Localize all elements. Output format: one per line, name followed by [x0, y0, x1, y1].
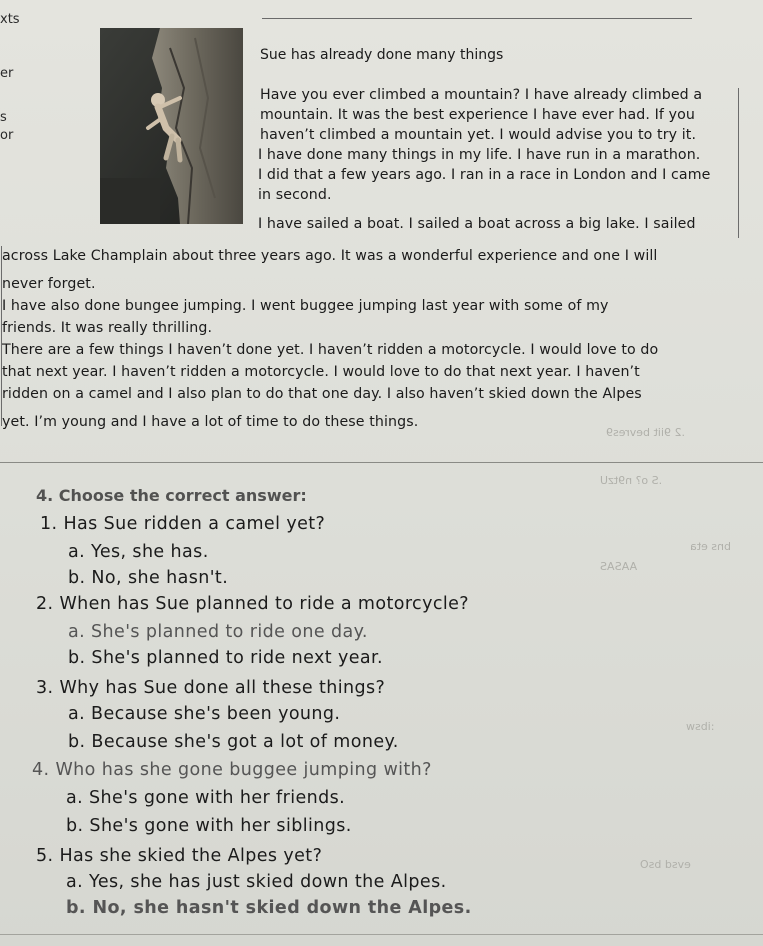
passage-line: I have sailed a boat. I sailed a boat across a big lake. I sailed	[258, 216, 696, 232]
passage-line: ridden on a camel and I also plan to do that one day. I also haven’t skied down the Alpes	[2, 386, 642, 402]
passage-line: yet. I’m young and I have a lot of time to do these things.	[2, 414, 419, 430]
exercise-heading: 4. Choose the correct answer:	[36, 486, 307, 505]
question-4: 4. Who has she gone buggee jumping with?	[32, 760, 432, 780]
question-4-option-a[interactable]: a. She's gone with her friends.	[66, 788, 346, 808]
question-2-option-b[interactable]: b. She's planned to ride next year.	[68, 648, 383, 668]
passage-line: I did that a few years ago. I ran in a race in London and I came	[258, 167, 711, 183]
section-divider	[0, 462, 763, 463]
question-5-option-b[interactable]: b. No, she hasn't skied down the Alpes.	[66, 898, 472, 918]
climber-photo	[100, 28, 243, 224]
question-3-option-a[interactable]: a. Because she's been young.	[68, 704, 341, 724]
question-2-option-a[interactable]: a. She's planned to ride one day.	[68, 622, 368, 642]
bleed-through-text: .S o? n9tzU	[600, 474, 663, 487]
passage-line: There are a few things I haven’t done yet. I haven’t ridden a motorcycle. I would love to do	[2, 342, 659, 358]
passage-line: I have done many things in my life. I have run in a marathon.	[258, 147, 701, 163]
bottom-rule	[0, 934, 763, 935]
passage-line: across Lake Champlain about three years ago. It was a wonderful experience and one I will	[2, 248, 658, 264]
passage-line: that next year. I haven’t ridden a motorcycle. I would love to do that next year. I haven’t	[2, 364, 640, 380]
top-rule	[262, 18, 692, 19]
passage-line: in second.	[258, 187, 332, 203]
passage-line: never forget.	[2, 276, 96, 292]
bleed-through-text: bns eta	[690, 540, 732, 553]
passage-line: Have you ever climbed a mountain? I have already climbed a	[260, 87, 703, 103]
fragment-s: s	[0, 110, 7, 125]
question-3: 3. Why has Sue done all these things?	[36, 678, 386, 698]
fragment-or: or	[0, 128, 14, 143]
question-1-option-a[interactable]: a. Yes, she has.	[68, 542, 209, 562]
passage-title: Sue has already done many things	[260, 47, 504, 63]
bleed-through-text: AASAS	[600, 560, 638, 573]
fragment-er: er	[0, 66, 14, 81]
passage-left-line	[1, 246, 2, 426]
bleed-through-text: .2 9iit bevres9	[606, 426, 685, 439]
question-1: 1. Has Sue ridden a camel yet?	[40, 514, 326, 534]
passage-line: friends. It was really thrilling.	[2, 320, 213, 336]
passage-line: haven’t climbed a mountain yet. I would advise you to try it.	[260, 127, 697, 143]
passage-line: I have also done bungee jumping. I went buggee jumping last year with some of my	[2, 298, 609, 314]
question-2: 2. When has Sue planned to ride a motorcycle?	[36, 594, 469, 614]
passage-line: mountain. It was the best experience I have ever had. If you	[260, 107, 695, 123]
question-1-option-b[interactable]: b. No, she hasn't.	[68, 568, 229, 588]
question-4-option-b[interactable]: b. She's gone with her siblings.	[66, 816, 352, 836]
question-5-option-a[interactable]: a. Yes, she has just skied down the Alpes.	[66, 872, 447, 892]
question-3-option-b[interactable]: b. Because she's got a lot of money.	[68, 732, 399, 752]
question-5: 5. Has she skied the Alpes yet?	[36, 846, 323, 866]
bleed-through-text: evsd bsO	[640, 858, 691, 871]
passage-edge-line	[738, 88, 739, 238]
bleed-through-text: :ibsw	[686, 720, 715, 733]
fragment-xts: xts	[0, 12, 20, 27]
